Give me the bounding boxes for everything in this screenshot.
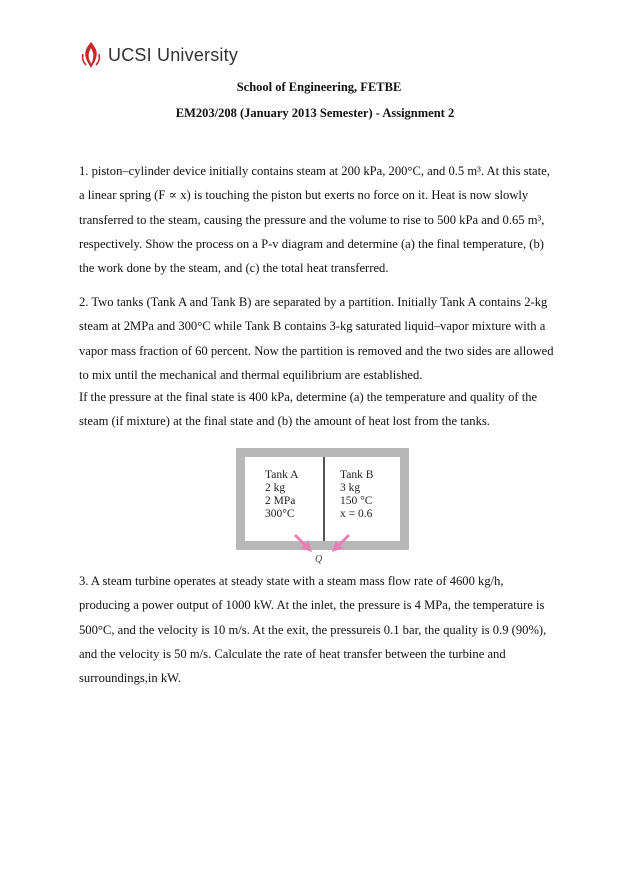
tank-b-temperature: 150 °C bbox=[340, 495, 373, 507]
course-title: EM203/208 (January 2013 Semester) - Assignment 2 bbox=[175, 106, 455, 120]
q2-line: 2. Two tanks (Tank A and Tank B) are separated by a partition. Initially Tank A contains 2-kg bbox=[79, 295, 548, 309]
tanks-figure bbox=[236, 448, 409, 566]
tank-a-pressure: 2 MPa bbox=[265, 495, 296, 507]
tank-b-mass: 3 kg bbox=[340, 482, 361, 494]
question-2 bbox=[79, 290, 564, 387]
tank-a-label bbox=[265, 469, 298, 521]
question-3 bbox=[79, 569, 564, 690]
q3-line: and the velocity is 50 m/s. Calculate the rate of heat transfer between the turbine and bbox=[79, 646, 506, 661]
q1-line: the work done by the steam, and (c) the total heat transferred. bbox=[79, 261, 389, 276]
q2-line: to mix until the mechanical and thermal equilibrium are established. bbox=[79, 367, 423, 382]
tank-a-mass: 2 kg bbox=[265, 482, 286, 494]
university-logo bbox=[80, 40, 238, 70]
heat-q-label: Q bbox=[315, 554, 323, 565]
ucsi-flame-icon bbox=[80, 40, 102, 70]
q3-line: 500°C, and the velocity is 10 m/s. At the exit, the pressureis 0.1 bar, the quality is 0.9 (90%), bbox=[79, 622, 547, 637]
q1-line: a linear spring (F ∝ x) is touching the piston but exerts no force on it. Heat is now slowly bbox=[79, 188, 529, 203]
q2-followup-line: If the pressure at the final state is 400 kPa, determine (a) the temperature and quality of the bbox=[79, 390, 538, 404]
question-2-followup bbox=[79, 385, 564, 434]
q3-line: 3. A steam turbine operates at steady state with a steam mass flow rate of 4600 kg/h, bbox=[79, 574, 504, 588]
partition bbox=[323, 457, 325, 541]
tank-b-quality: x = 0.6 bbox=[340, 508, 373, 520]
tank-b-label bbox=[340, 469, 373, 521]
q2-followup-line: steam (if mixture) at the final state and (b) the amount of heat lost from the tanks. bbox=[79, 414, 490, 429]
q2-line: vapor mass fraction of 60 percent. Now the partition is removed and the two sides are allowed bbox=[79, 343, 554, 358]
q1-line: respectively. Show the process on a P-v diagram and determine (a) the final temperature, (b) bbox=[79, 236, 544, 251]
tank-a-temperature: 300°C bbox=[265, 508, 295, 520]
tank-interior bbox=[245, 457, 400, 541]
q3-line: producing a power output of 1000 kW. At the inlet, the pressure is 4 MPa, the temperature is bbox=[79, 598, 545, 613]
q3-line: surroundings,in kW. bbox=[79, 671, 182, 686]
school-title: School of Engineering, FETBE bbox=[236, 80, 402, 94]
q1-line: 1. piston–cylinder device initially contains steam at 200 kPa, 200°C, and 0.5 m³. At this state, bbox=[79, 164, 550, 178]
tank-a-name: Tank A bbox=[265, 469, 299, 481]
q2-line: steam at 2MPa and 300°C while Tank B contains 3-kg saturated liquid–vapor mixture with a bbox=[79, 319, 546, 334]
tank-b-name: Tank B bbox=[340, 469, 374, 481]
question-1 bbox=[79, 159, 564, 280]
logo-text: UCSI University bbox=[108, 44, 239, 65]
q1-line: transferred to the steam, causing the pressure and the volume to rise to 500 kPa and 0.65 m³, bbox=[79, 212, 545, 227]
heat-arrows-icon bbox=[292, 534, 352, 556]
